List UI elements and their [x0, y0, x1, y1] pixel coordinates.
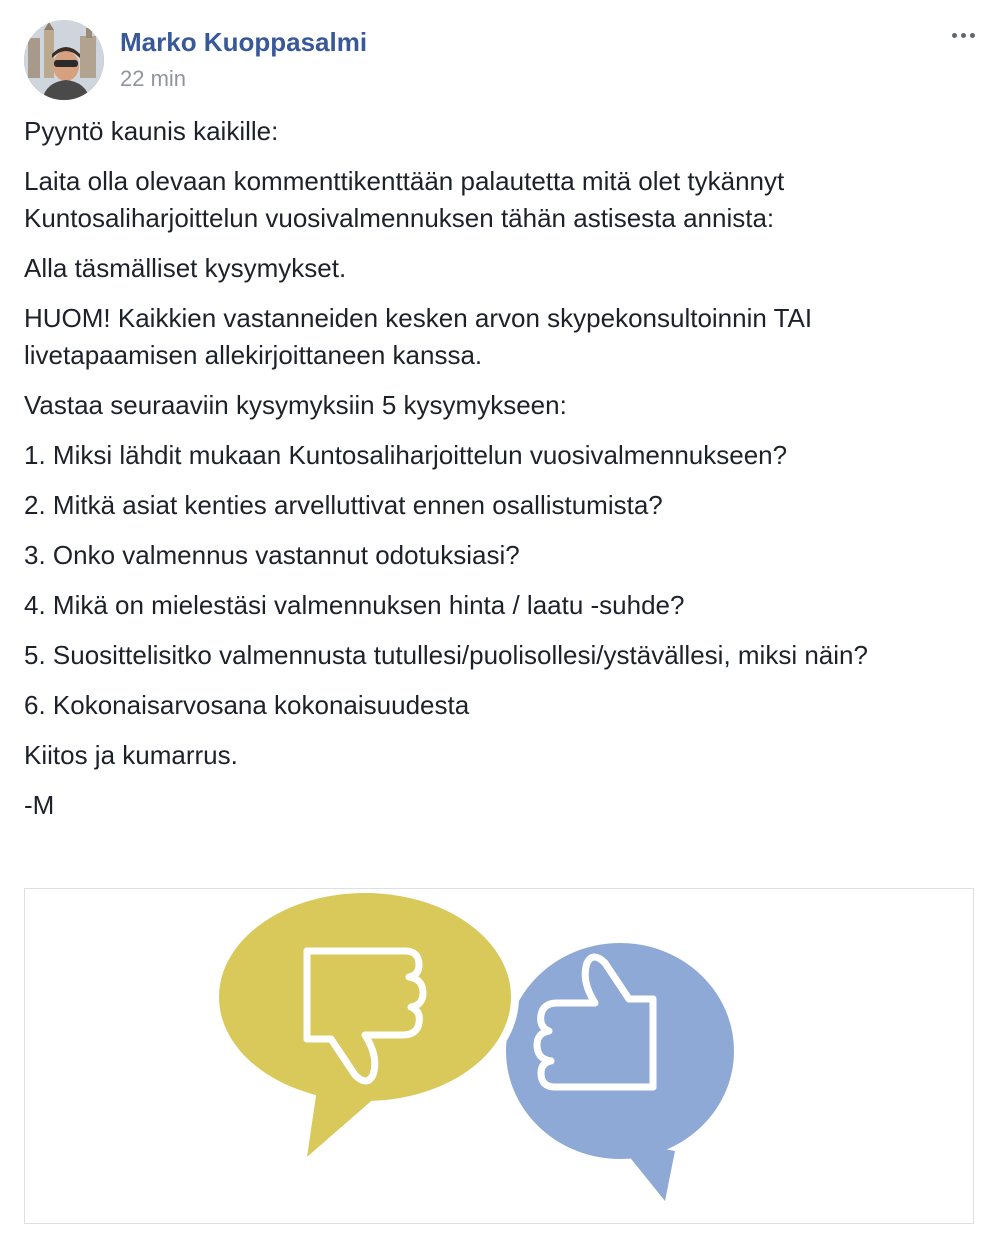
blue-speech-bubble: [502, 939, 738, 1201]
question-6: 6. Kokonaisarvosana kokonaisuudesta: [24, 690, 470, 720]
question-1: 1. Miksi lähdit mukaan Kuntosaliharjoittelun vuosivalmennukseen?: [24, 440, 788, 470]
post-paragraph: Pyyntö kaunis kaikille:: [24, 116, 279, 146]
post-timestamp[interactable]: 22 min: [120, 66, 187, 91]
avatar[interactable]: [24, 20, 104, 100]
post-paragraph: Alla täsmälliset kysymykset.: [24, 253, 347, 283]
post-signature: -M: [24, 790, 55, 820]
post-paragraph: Laita olla olevaan kommenttikenttään palautetta mitä olet tykännyt Kuntosaliharjoittelun vuosivalmennuksen tähän astisesta annista:: [24, 166, 785, 233]
more-options-icon[interactable]: [946, 20, 980, 50]
question-4: 4. Mikä on mielestäsi valmennuksen hinta / laatu -suhde?: [24, 590, 685, 620]
post-closing: Kiitos ja kumarrus.: [24, 740, 238, 770]
question-2: 2. Mitkä asiat kenties arvelluttivat ennen osallistumista?: [24, 490, 663, 520]
post-body: [24, 113, 964, 837]
author-name-link[interactable]: Marko Kuoppasalmi: [120, 27, 368, 57]
post-image[interactable]: [24, 888, 974, 1224]
question-3: 3. Onko valmennus vastannut odotuksiasi?: [24, 540, 520, 570]
post-paragraph: Vastaa seuraaviin kysymyksiin 5 kysymykseen:: [24, 390, 567, 420]
question-5: 5. Suosittelisitko valmennusta tutullesi/puolisollesi/ystävällesi, miksi näin?: [24, 640, 868, 670]
yellow-speech-bubble: [215, 889, 515, 1157]
post-paragraph: HUOM! Kaikkien vastanneiden kesken arvon skypekonsultoinnin TAI livetapaamisen allekirjoittaneen kanssa.: [24, 303, 813, 370]
